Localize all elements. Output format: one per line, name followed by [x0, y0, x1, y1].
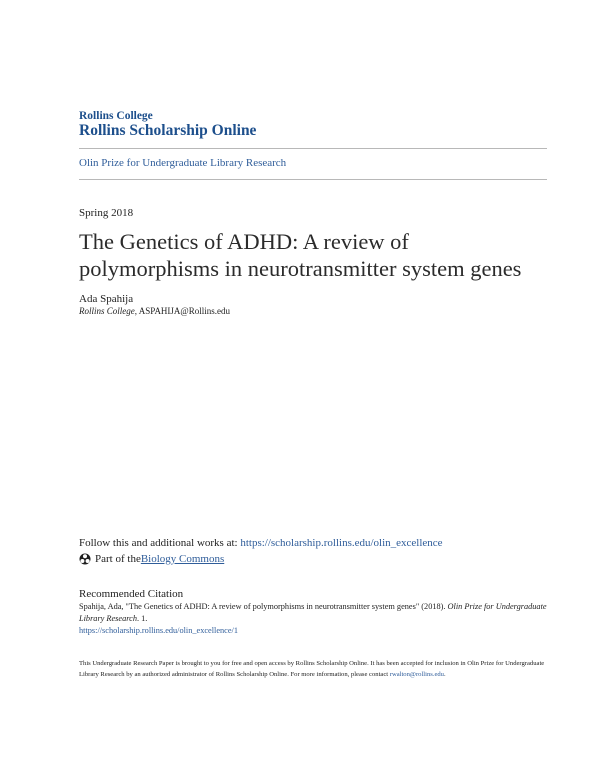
follow-label: Follow this and additional works at:	[79, 537, 241, 549]
institution-name: Rollins College	[79, 110, 153, 122]
part-of-label: Part of the	[95, 553, 141, 565]
collection-url-link[interactable]: https://scholarship.rollins.edu/olin_excellence	[240, 537, 443, 549]
paper-title: The Genetics of ADHD: A review of polymorphisms in neurotransmitter system genes	[79, 229, 522, 281]
access-note	[79, 658, 549, 680]
access-note-end: .	[443, 671, 446, 678]
citation-end: . 1.	[137, 614, 148, 623]
series-link[interactable]: Olin Prize for Undergraduate Library Research	[79, 157, 287, 169]
citation-series: Olin Prize for Undergraduate Library Research	[79, 602, 547, 623]
divider	[79, 179, 547, 180]
author-affiliation	[79, 306, 230, 316]
follow-line	[79, 537, 443, 549]
affiliation-institution: Rollins College	[79, 306, 135, 316]
publication-date: Spring 2018	[79, 207, 134, 219]
citation-url-link[interactable]: https://scholarship.rollins.edu/olin_excellence/1	[79, 626, 238, 635]
contact-email-link[interactable]: rwalton@rollins.edu	[389, 671, 444, 678]
author-email: , ASPAHIJA@Rollins.edu	[134, 306, 230, 316]
commons-network-icon	[79, 553, 91, 565]
citation-heading: Recommended Citation	[79, 588, 184, 600]
citation-plain: Spahija, Ada, "The Genetics of ADHD: A review of polymorphisms in neurotransmitter system genes" (2018).	[79, 602, 448, 611]
repository-link[interactable]: Rollins Scholarship Online	[79, 122, 257, 139]
part-of-line	[79, 553, 224, 565]
citation-text	[79, 601, 549, 637]
divider	[79, 148, 547, 149]
access-note-text: This Undergraduate Research Paper is brought to you for free and open access by Rollins Scholarship Online. It has been accepted for inclusion in Olin Prize for Undergraduate Library Research by an authorized administrator of Rollins Scholarship Online. For more information, please contact	[79, 660, 545, 678]
author-name: Ada Spahija	[79, 293, 134, 305]
biology-commons-link[interactable]: Biology Commons	[140, 553, 225, 565]
